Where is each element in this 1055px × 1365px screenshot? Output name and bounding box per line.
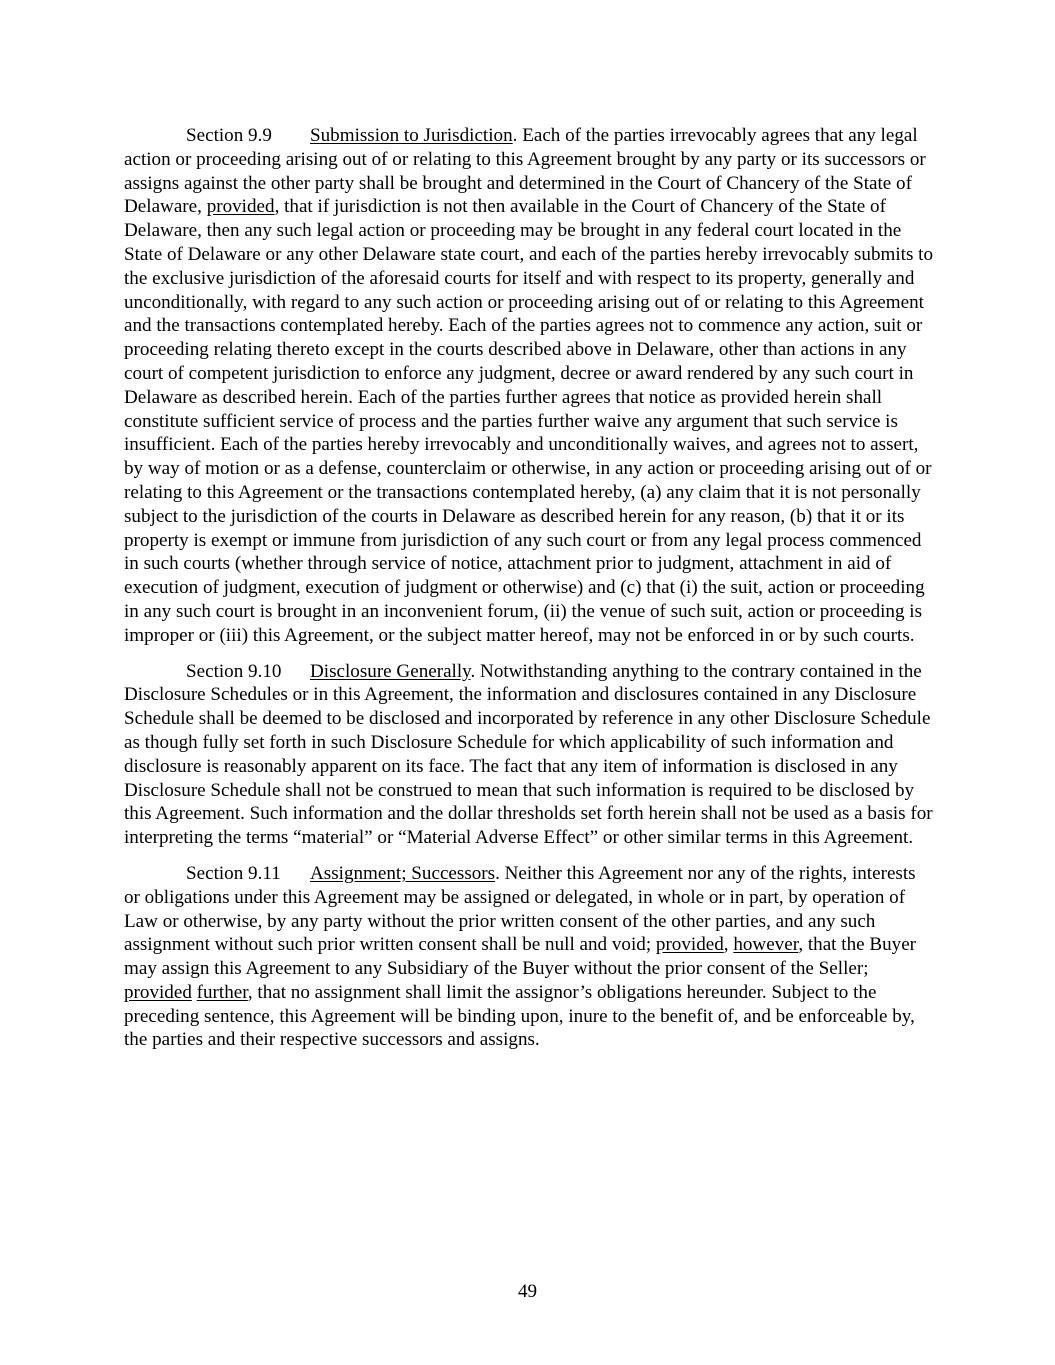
section-text: , — [723, 934, 734, 956]
section-heading: Submission to Jurisdiction — [310, 125, 513, 146]
section-9-10 — [124, 660, 934, 850]
section-9-9 — [124, 124, 934, 648]
section-number: Section 9.10 — [186, 660, 282, 682]
defined-term-however: however — [733, 934, 799, 956]
section-9-11 — [124, 862, 934, 1052]
defined-term-further: further — [196, 981, 248, 1003]
section-number: Section 9.9 — [186, 125, 272, 146]
section-text: . Each of the parties irrevocably agrees that any legal action or proceeding arising out of or relating to this Agreement brought by any party or its successors or assigns against the other party shall be brought and determined in the Court of Chancery of the State of Delaware, — [124, 125, 926, 218]
section-number: Section 9.11 — [186, 862, 281, 884]
section-text: , that the Buyer may assign this Agreement to any Subsidiary of the Buyer without the prior consent of the Seller; — [124, 934, 917, 980]
defined-term-provided: provided — [655, 934, 724, 956]
section-text: , that if jurisdiction is not then available in the Court of Chancery of the State of Delaware, then any such legal action or proceeding may be brought in any federal court located in the State of Delaware or any other Delaware state court, and each of the parties hereby irrevocably submits to the exclusive jurisdiction of the aforesaid courts for itself and with respect to its property, generally and unconditionally, with regard to any such action or proceeding arising out of or relating to this Agreement and the transactions contemplated hereby. Each of the parties agrees not to commence any action, suit or proceeding relating thereto except in the courts described above in Delaware, other than actions in any court of competent jurisdiction to enforce any judgment, decree or award rendered by any such court in Delaware as described herein. Each of the parties further agrees that notice as provided herein shall constitute sufficient service of process and the parties further waive any argument that such service is insufficient. Each of the parties hereby irrevocably and unconditionally waives, and agrees not to assert, by way of motion or as a defense, counterclaim or otherwise, in any action or proceeding arising out of or relating to this Agreement or the transactions contemplated hereby, (a) any claim that it is not personally subject to the jurisdiction of the courts in Delaware as described herein for any reason, (b) that it or its property is exempt or immune from jurisdiction of any such court or from any legal process commenced in such courts (whether through service of notice, attachment prior to judgment, attachment in aid of execution of judgment, execution of judgment or otherwise) and (c) that (i) the suit, action or proceeding in any such court is brought in an inconvenient forum, (ii) the venue of such suit, action or proceeding is improper or (iii) this Agreement, or the subject matter hereof, may not be enforced in or by such courts. — [124, 196, 934, 646]
section-text: . Neither this Agreement nor any of the rights, interests or obligations under this Agreement may be assigned or delegated, in whole or in part, by operation of Law or otherwise, by any party without the prior written consent of the other parties, and any such assignment without such prior written consent shall be null and void; — [124, 862, 916, 956]
section-heading: Assignment; Successors — [310, 862, 496, 884]
defined-term-provided: provided — [124, 981, 192, 1003]
section-heading: Disclosure Generally — [310, 660, 471, 682]
document-page — [124, 124, 934, 1064]
page-number: 49 — [517, 1281, 538, 1302]
section-text: . Notwithstanding anything to the contrary contained in the Disclosure Schedules or in this Agreement, the information and disclosures contained in any Disclosure Schedule shall be deemed to be disclosed and incorporated by reference in any other Disclosure Schedule as though fully set forth in such Disclosure Schedule for which applicability of such information and disclosure is reasonably apparent on its face. The fact that any item of information is disclosed in any Disclosure Schedule shall not be construed to mean that such information is required to be disclosed by this Agreement. Such information and the dollar thresholds set forth herein shall not be used as a basis for interpreting the terms “material” or “Material Adverse Effect” or other similar terms in this Agreement. — [124, 660, 933, 849]
section-text: , that no assignment shall limit the assignor’s obligations hereunder. Subject to the preceding sentence, this Agreement will be binding upon, inure to the benefit of, and be enforceable by, the parties and their respective successors and assigns. — [124, 981, 915, 1051]
defined-term-provided: provided — [206, 196, 275, 218]
